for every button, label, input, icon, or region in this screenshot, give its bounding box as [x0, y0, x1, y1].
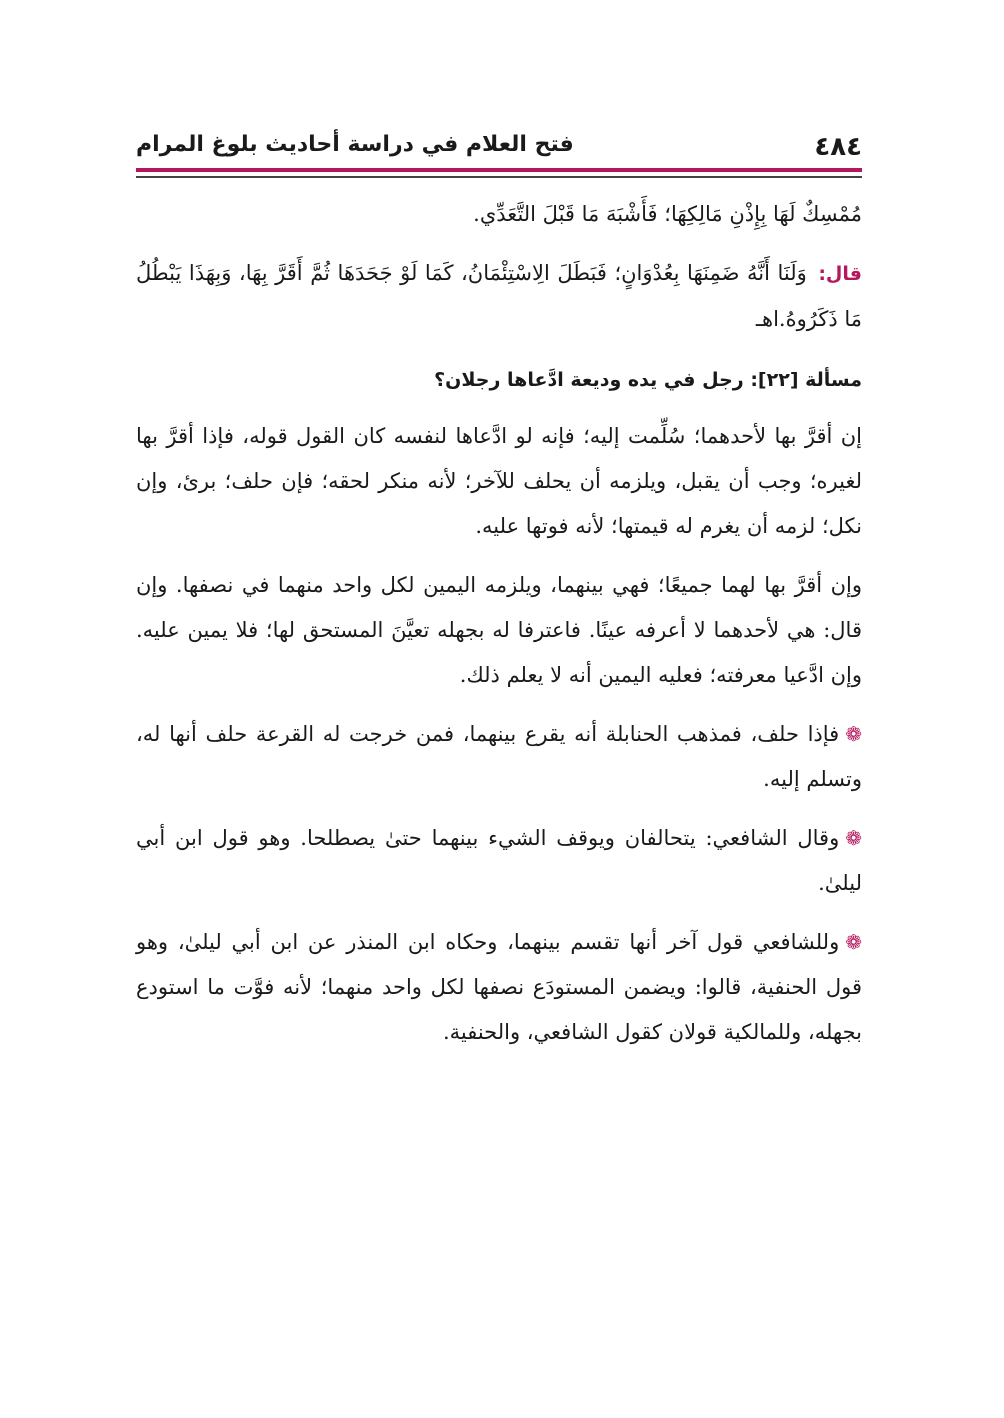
flower-ornament-icon: ❁: [845, 722, 862, 746]
paragraph-ruling-1: إن أقرَّ بها لأحدهما؛ سُلِّمت إليه؛ فإنه لو ادَّعاها لنفسه كان القول قوله، فإذا أقرَّ بها لغيره؛ وجب أن يقبل، ويلزمه أن يحلف للآخر؛ لأنه منكر لحقه؛ فإن حلف؛ برئ، وإن نكل؛ لزمه أن يغرم له قيمتها؛ لأنه فوتها عليه.: [136, 424, 862, 538]
page-header: [136, 120, 862, 168]
header-rule-thick: [136, 168, 862, 172]
qal-text: وَلَنَا أَنَّهُ ضَمِنَهَا بِعُدْوَانٍ؛ فَبَطَلَ الِاسْتِئْمَانُ، كَمَا لَوْ جَحَدَهَا ثُمَّ أَقَرَّ بِهَا، وَبِهَذَا يَبْطُلُ مَا ذَكَرُوهُ.اهـ: [136, 261, 862, 331]
flower-ornament-icon: ❁: [845, 930, 862, 954]
bullet-item-shafii: [136, 816, 862, 906]
paragraph-ruling-2: وإن أقرَّ بها لهما جميعًا؛ فهي بينهما، ويلزمه اليمين لكل واحد منهما في نصفها. وإن قال: هي لأحدهما لا أعرفه عينًا. فاعترفا له بجهله تعيَّنَ المستحق لها؛ فلا يمين عليه. وإن ادَّعيا معرفته؛ فعليه اليمين أنه لا يعلم ذلك.: [136, 573, 862, 687]
qal-label: قال:: [818, 263, 862, 285]
running-title: فتح العلام في دراسة أحاديث بلوغ المرام: [136, 132, 574, 157]
paragraph-continuation: مُمْسِكٌ لَهَا بِإِذْنِ مَالِكِهَا؛ فَأَشْبَهَ مَا قَبْلَ التَّعَدِّي.: [473, 202, 862, 226]
header-rule-thin: [136, 176, 862, 178]
bullet-text: وللشافعي قول آخر أنها تقسم بينهما، وحكاه ابن المنذر عن ابن أبي ليلىٰ، وهو قول الحنفية، قالوا: ويضمن المستودَع نصفها لكل واحد منهما؛ لأنه فوَّت ما استودع بجهله، وللمالكية قولان كقول الشافعي، والحنفية.: [136, 930, 862, 1044]
page-number: ٤٨٤: [814, 132, 862, 162]
page-content: [136, 186, 862, 1069]
bullet-item-shafii-second: [136, 920, 862, 1055]
book-page: [136, 120, 862, 1044]
flower-ornament-icon: ❁: [845, 826, 862, 850]
bullet-text: فإذا حلف، فمذهب الحنابلة أنه يقرع بينهما، فمن خرجت له القرعة حلف أنها له، وتسلم إليه.: [136, 722, 862, 791]
issue-heading: مسألة [٢٢]: رجل في يده وديعة ادَّعاها رجلان؟: [434, 369, 862, 391]
bullet-item-hanabila: [136, 712, 862, 802]
paragraph-qal: [136, 251, 862, 342]
bullet-text: وقال الشافعي: يتحالفان ويوقف الشيء بينهما حتىٰ يصطلحا. وهو قول ابن أبي ليلىٰ.: [136, 826, 862, 895]
